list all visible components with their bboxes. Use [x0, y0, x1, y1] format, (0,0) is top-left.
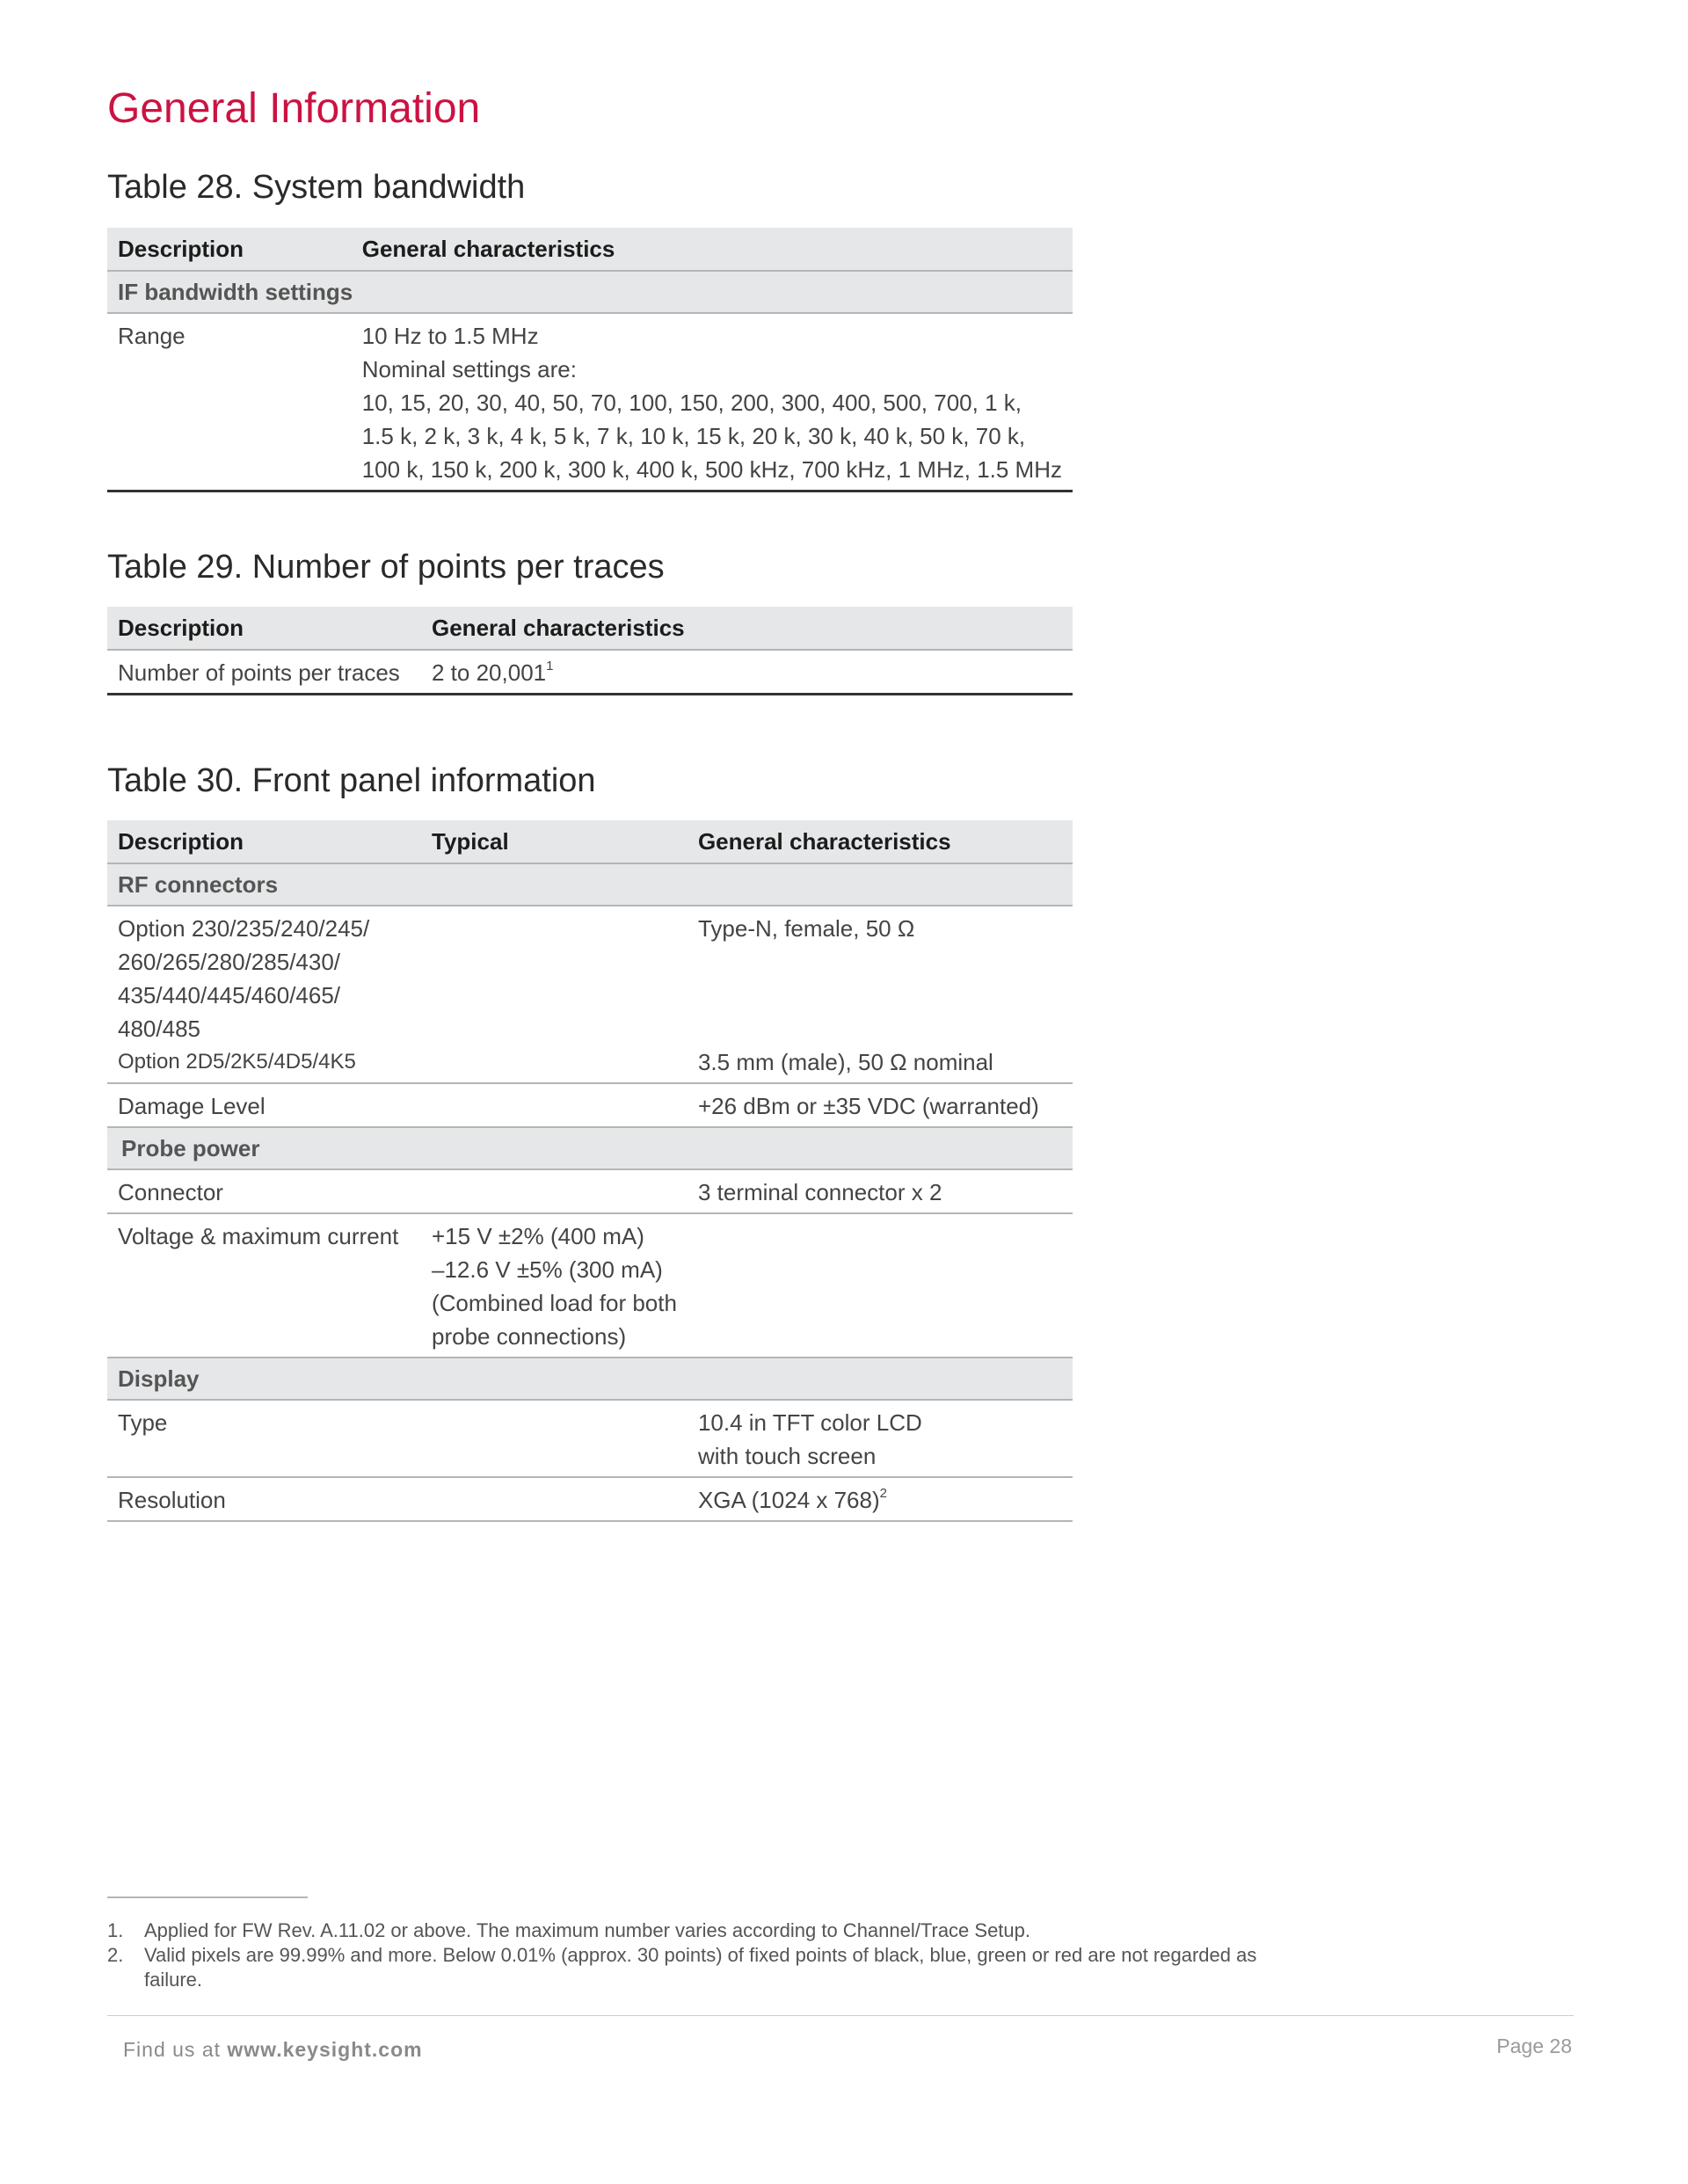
footnote-ref: 1	[546, 659, 554, 674]
section-row-rf-connectors	[107, 863, 1073, 906]
footer-divider	[107, 2015, 1574, 2016]
column-header-description: Description	[107, 228, 352, 271]
table-row	[107, 1083, 1073, 1127]
table-28-title: Table 28. System bandwidth	[107, 169, 526, 206]
characteristics-line: 10, 15, 20, 30, 40, 50, 70, 100, 150, 200, 300, 400, 500, 700, 1 k,	[361, 389, 1022, 416]
table-row	[107, 1400, 1073, 1477]
section-label: RF connectors	[107, 863, 1073, 906]
row-description: Connector	[107, 1169, 421, 1213]
typical-line: (Combined load for both	[432, 1290, 677, 1316]
row-characteristics	[688, 1400, 1073, 1477]
table-header-row	[107, 820, 1073, 863]
row-typical	[421, 906, 688, 1083]
typical-line: –12.6 V ±5% (300 mA)	[432, 1256, 663, 1283]
row-characteristics	[352, 313, 1073, 491]
characteristics-value: XGA (1024 x 768)	[697, 1487, 880, 1513]
footnote-divider	[107, 1896, 308, 1898]
row-description: Range	[107, 313, 352, 491]
characteristics-line: 1.5 k, 2 k, 3 k, 4 k, 5 k, 7 k, 10 k, 15 k, 20 k, 30 k, 40 k, 50 k, 70 k,	[361, 423, 1026, 449]
section-row-if-bandwidth	[107, 271, 1073, 313]
description-line: 260/265/280/285/430/	[118, 949, 341, 975]
row-characteristics	[421, 650, 1073, 695]
row-characteristics	[688, 1213, 1073, 1358]
footnote-number: 2.	[107, 1944, 124, 1966]
row-typical	[421, 1213, 688, 1358]
column-header-general-characteristics: General characteristics	[421, 607, 1073, 650]
description-line: 480/485	[118, 1016, 200, 1042]
footer-find-us	[123, 2038, 423, 2062]
table-header-row	[107, 607, 1073, 650]
characteristics-line: 10 Hz to 1.5 MHz	[361, 323, 539, 349]
section-row-probe-power	[107, 1127, 1073, 1169]
row-description	[107, 906, 421, 1083]
row-characteristics: 3 terminal connector x 2	[688, 1169, 1073, 1213]
footnote-1	[107, 1918, 1285, 1943]
characteristics-line: 100 k, 150 k, 200 k, 300 k, 400 k, 500 kHz, 700 kHz, 1 MHz, 1.5 MHz	[361, 456, 1062, 483]
column-header-description: Description	[107, 820, 421, 863]
footnote-text: Valid pixels are 99.99% and more. Below 0.01% (approx. 30 points) of fixed points of black, blue, green or red are not regarded as failure.	[144, 1944, 1257, 1991]
row-characteristics	[688, 906, 1073, 1083]
typical-line: probe connections)	[432, 1323, 627, 1350]
table-30-title: Table 30. Front panel information	[107, 762, 596, 799]
characteristics-line: Type-N, female, 50 Ω	[697, 915, 915, 942]
characteristics-spacer	[698, 1012, 1062, 1045]
table-28-system-bandwidth	[107, 228, 1073, 492]
row-typical	[421, 1083, 688, 1127]
description-line: Option 2D5/2K5/4D5/4K5	[118, 1050, 356, 1074]
description-line: 435/440/445/460/465/	[118, 982, 341, 1008]
row-description: Resolution	[107, 1477, 421, 1521]
table-29-title: Table 29. Number of points per traces	[107, 549, 665, 586]
column-header-typical: Typical	[421, 820, 688, 863]
column-header-general-characteristics: General characteristics	[688, 820, 1073, 863]
characteristics-spacer	[698, 979, 1062, 1012]
table-row	[107, 313, 1073, 491]
page-title: General Information	[107, 85, 481, 132]
table-row	[107, 650, 1073, 695]
row-typical	[421, 1400, 688, 1477]
description-line: Option 230/235/240/245/	[118, 915, 370, 942]
footnote-number: 1.	[107, 1919, 124, 1941]
table-row	[107, 1169, 1073, 1213]
characteristics-spacer	[698, 945, 1062, 979]
footer-site-link[interactable]: www.keysight.com	[227, 2038, 423, 2061]
table-row	[107, 906, 1073, 1083]
row-characteristics	[688, 1477, 1073, 1521]
row-characteristics: +26 dBm or ±35 VDC (warranted)	[688, 1083, 1073, 1127]
footnote-2	[107, 1943, 1285, 1992]
table-row	[107, 1213, 1073, 1358]
row-description: Type	[107, 1400, 421, 1477]
row-typical	[421, 1477, 688, 1521]
section-label: IF bandwidth settings	[107, 271, 1073, 313]
table-row	[107, 1477, 1073, 1521]
section-row-display	[107, 1358, 1073, 1400]
typical-line: +15 V ±2% (400 mA)	[432, 1223, 644, 1249]
column-header-description: Description	[107, 607, 421, 650]
characteristics-line: 10.4 in TFT color LCD	[697, 1409, 922, 1436]
characteristics-value: 2 to 20,001	[432, 659, 547, 686]
section-label: Probe power	[107, 1127, 1073, 1169]
row-description: Number of points per traces	[107, 650, 421, 695]
characteristics-line: Nominal settings are:	[361, 356, 577, 382]
row-description: Damage Level	[107, 1083, 421, 1127]
characteristics-line: with touch screen	[697, 1443, 877, 1469]
footer-find-prefix: Find us at	[123, 2038, 228, 2061]
footnote-ref: 2	[879, 1486, 887, 1502]
page-number: Page 28	[1496, 2035, 1572, 2057]
row-description: Voltage & maximum current	[107, 1213, 421, 1358]
table-30-front-panel-information	[107, 820, 1073, 1522]
row-typical	[421, 1169, 688, 1213]
characteristics-line: 3.5 mm (male), 50 Ω nominal	[697, 1049, 993, 1075]
column-header-general-characteristics: General characteristics	[352, 228, 1073, 271]
footnotes	[107, 1918, 1285, 1992]
footnote-text: Applied for FW Rev. A.11.02 or above. The maximum number varies according to Channel/Trace Setup.	[144, 1919, 1031, 1941]
table-29-points-per-traces	[107, 607, 1073, 695]
section-label: Display	[107, 1358, 1073, 1400]
table-header-row	[107, 228, 1073, 271]
